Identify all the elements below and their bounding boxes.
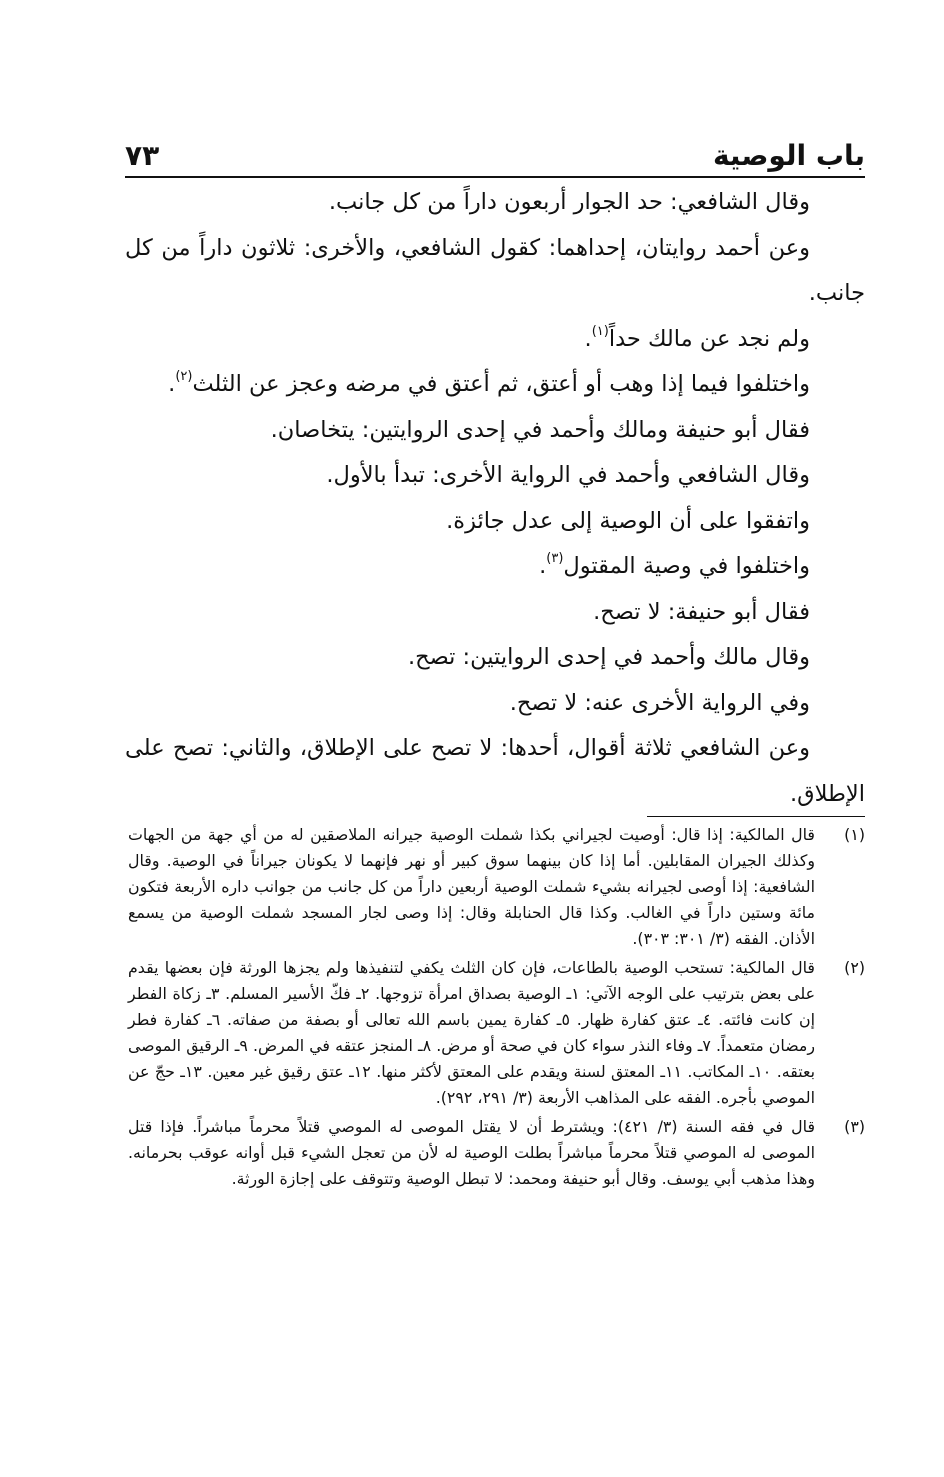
- paragraph-end: .: [584, 325, 592, 352]
- running-header: [125, 132, 865, 178]
- paragraph: [125, 317, 865, 363]
- paragraph: وعن الشافعي ثلاثة أقوال، أحدها: لا تصح على الإطلاق، والثاني: تصح على الإطلاق.: [125, 735, 865, 807]
- paragraph-end: .: [539, 553, 547, 579]
- page-number: ٧٣: [125, 139, 160, 172]
- footnote-number: (٢): [844, 958, 865, 977]
- footnote-number: (١): [844, 825, 865, 844]
- main-text: [125, 180, 865, 817]
- chapter-title: باب الوصية: [712, 139, 865, 172]
- footnotes: [128, 822, 865, 1195]
- paragraph: فقال أبو حنيفة: لا تصح.: [593, 598, 810, 625]
- paragraph: وقال مالك وأحمد في إحدى الروايتين: تصح.: [407, 644, 810, 670]
- paragraph: [125, 362, 865, 408]
- paragraph: فقال أبو حنيفة ومالك وأحمد في إحدى الروايتين: يتخاصان.: [270, 416, 810, 443]
- footnote-reference: (١): [591, 323, 609, 339]
- footnote: [128, 822, 865, 952]
- paragraph: وفي الرواية الأخرى عنه: لا تصح.: [509, 689, 810, 716]
- footnote-text: قال المالكية: إذا قال: أوصيت لجيراني بكذا شملت الوصية جيرانه الملاصقين له من أي جهة من الجهات وكذلك الجيران المقابلين. أما إذا كان بينهما سوق كبير أو نهر فإنهما لا يكونان جيراناً في الوصية. وقال الشافعية: إذا أوصى لجيرانه بشيء شملت الوصية أربعين داراً من كل جانب من جوانب داره الأربعة فتكون مائة وستين داراً في الغالب. وكذا قال الحنابلة وقال: إذا وصى لجار المسجد شملت الوصية من يسمع الأذان. الفقه (٣/ ٣٠١: ٣٠٣).: [128, 825, 815, 948]
- paragraph: [125, 544, 865, 590]
- footnote: [128, 1114, 865, 1192]
- paragraph: وقال الشافعي وأحمد في الرواية الأخرى: تبدأ بالأول.: [326, 462, 810, 488]
- paragraph-text: واختلفوا فيما إذا وهب أو أعتق، ثم أعتق في مرضه وعجز عن الثلث: [192, 371, 810, 397]
- paragraph: وعن أحمد روايتان، إحداهما: كقول الشافعي، والأخرى: ثلاثون داراً من كل جانب.: [125, 234, 865, 306]
- paragraph-text: واختلفوا في وصية المقتول: [563, 553, 810, 579]
- footnote-reference: (٢): [175, 369, 193, 384]
- paragraph: واتفقوا على أن الوصية إلى عدل جائزة.: [446, 507, 810, 534]
- footnote-text: قال في فقه السنة (٣/ ٤٢١): ويشترط أن لا يقتل الموصى له الموصي قتلاً محرماً مباشراً. فإذا قتل الموصى له الموصي قتلاً محرماً مباشراً بطلت الوصية له لأن من تعجل الشيء قبل أوانه عوقب بحرمانه. وهذا مذهب أبي يوسف. وقال أبو حنيفة ومحمد: لا تبطل الوصية وتتوقف على إجازة الورثة.: [128, 1117, 815, 1188]
- footnote: [128, 955, 865, 1111]
- paragraph-end: .: [168, 371, 176, 397]
- footnote-text: قال المالكية: تستحب الوصية بالطاعات، فإن كان الثلث يكفي لتنفيذها ولم يجزها الورثة فإن بعضها يقدم على بعض بترتيب على الوجه الآتي: ١ـ الوصية بصداق امرأة تزوجها. ٢ـ فكّ الأسير المسلم. ٣ـ زكاة الفطر إن كانت فائته. ٤ـ عتق كفارة ظهار. ٥ـ كفارة يمين باسم الله تعالى أو بصفة من صفاته. ٦ـ كفارة فطر رمضان متعمداً. ٧ـ وفاء النذر سواء كان في صحة أو مرض. ٨ـ المنجز عتقه في المرض. ٩ـ الرقيق الموصى بعتقه. ١٠ـ المكاتب. ١١ـ المعتق لسنة ويقدم على المعتق لأكثر منها. ١٢ـ عتق رقيق غير معين. ١٣ـ حجّ عن الموصي بأجره. الفقه على المذاهب الأربعة (٣/ ٢٩١، ٢٩٢).: [128, 958, 816, 1107]
- footnote-number: (٣): [844, 1117, 865, 1136]
- footnote-reference: (٣): [546, 551, 564, 566]
- paragraph: وقال الشافعي: حد الجوار أربعون داراً من كل جانب.: [328, 189, 810, 215]
- paragraph-text: ولم نجد عن مالك حداً: [608, 325, 810, 352]
- footnote-separator: [647, 816, 865, 817]
